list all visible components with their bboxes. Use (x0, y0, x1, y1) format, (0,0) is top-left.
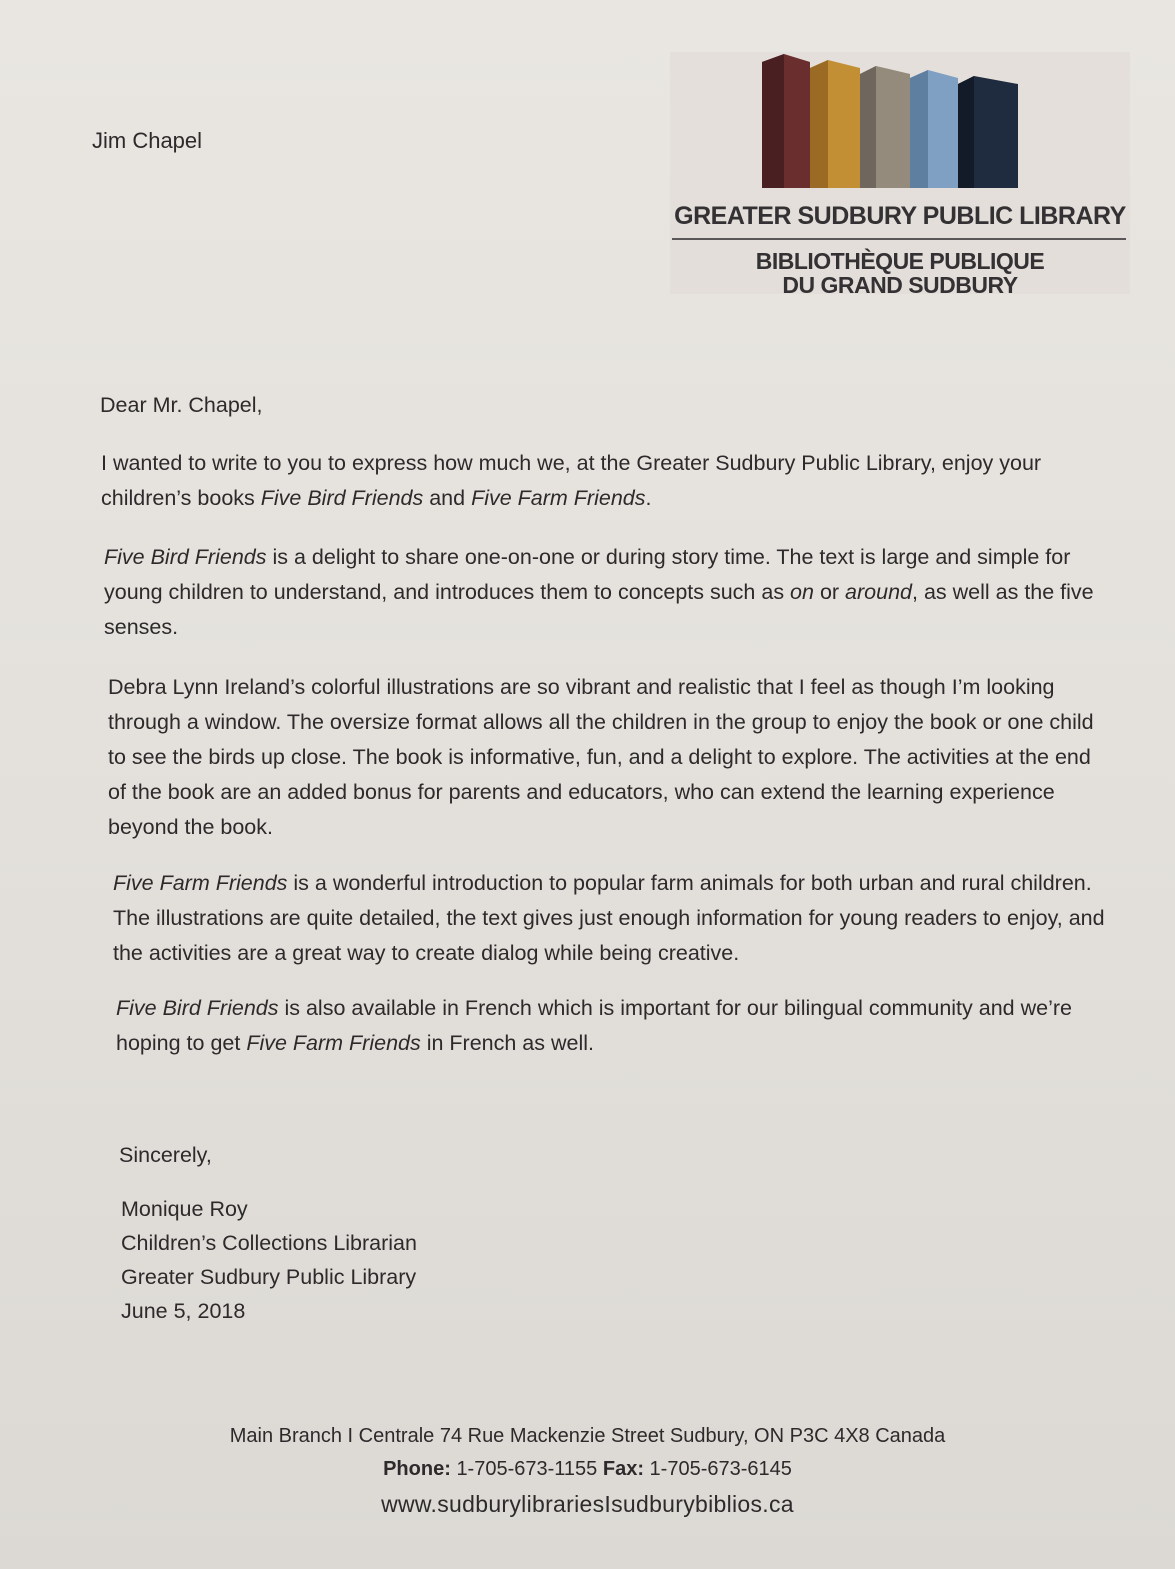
p5-text-d: in French as well. (420, 1031, 594, 1055)
library-logo (670, 52, 1130, 298)
paragraph-3: Debra Lynn Ireland’s colorful illustrations are so vibrant and realistic that I feel as though I’m looking through a window. The oversize format allows all the children in the group to enjoy the book or one child to see the birds up close. The book is informative, fun, and a delight to explore. The activities at the end of the book are an added bonus for parents and educators, who can extend the learning experience beyond the book. (108, 675, 1094, 839)
phone-label: Phone: (383, 1458, 451, 1480)
fax-label: Fax: (602, 1458, 644, 1480)
p1-text-e: . (645, 486, 652, 510)
p1-book-title-2: Five Farm Friends (471, 486, 646, 510)
footer-address: Main Branch I Centrale 74 Rue Mackenzie Street Sudbury, ON P3C 4X8 Canada (229, 1425, 946, 1447)
p2-text-b: is a delight to share one-on-one or during story time. The text is large and simple for young children to understand, and introduces them to concepts such as (104, 545, 1071, 604)
footer-contact (0, 1453, 1175, 1486)
p4-book-title: Five Farm Friends (113, 871, 288, 895)
p1-text-c: and (423, 486, 472, 510)
signer-title: Children’s Collections Librarian (121, 1231, 417, 1255)
p2-text-d: or (813, 580, 846, 604)
p4-text-b: is a wonderful introduction to popular farm animals for both urban and rural children. The illustrations are quite detailed, the text gives just enough information for young readers to enjoy, and the activities are a great way to create dialog while being creative. (113, 871, 1105, 965)
p2-book-title: Five Bird Friends (104, 545, 267, 569)
p2-text-f: , as well as the five senses. (104, 580, 1094, 639)
p5-book-title-1: Five Bird Friends (116, 996, 279, 1020)
paragraph-4 (113, 866, 1113, 971)
books-logo-icon (762, 54, 1018, 188)
footer-website: www.sudburylibrariesIsudburybiblios.ca (381, 1491, 794, 1517)
paragraph-2 (104, 540, 1104, 645)
letter-date: June 5, 2018 (121, 1299, 246, 1323)
signer-organization: Greater Sudbury Public Library (121, 1265, 417, 1289)
logo-french-name-line2: DU GRAND SUDBURY (782, 272, 1018, 298)
p2-term-around: around (845, 580, 912, 604)
paragraph-1 (101, 446, 1101, 516)
p1-book-title-1: Five Bird Friends (260, 486, 424, 510)
p5-book-title-2: Five Farm Friends (246, 1031, 421, 1055)
fax-number: 1-705-673-6145 (649, 1458, 792, 1480)
p2-term-on: on (790, 580, 814, 604)
logo-english-name: GREATER SUDBURY PUBLIC LIBRARY (674, 202, 1126, 230)
closing: Sincerely, (119, 1143, 212, 1167)
signature-block (121, 1192, 417, 1328)
paragraph-5 (116, 991, 1116, 1061)
signer-name: Monique Roy (121, 1197, 248, 1221)
phone-number: 1-705-673-1155 (456, 1458, 598, 1480)
logo-french-name-line1: BIBLIOTHÈQUE PUBLIQUE (755, 248, 1045, 274)
letterhead-footer (0, 1420, 1175, 1521)
recipient-name: Jim Chapel (92, 128, 203, 153)
p1-text-a: I wanted to write to you to express how much we, at the Greater Sudbury Public Library, enjoy your children’s books (101, 451, 1042, 510)
logo-divider (672, 238, 1126, 240)
p5-text-b: is also available in French which is important for our bilingual community and we’re hoping to get (116, 996, 1072, 1055)
salutation: Dear Mr. Chapel, (100, 393, 263, 417)
